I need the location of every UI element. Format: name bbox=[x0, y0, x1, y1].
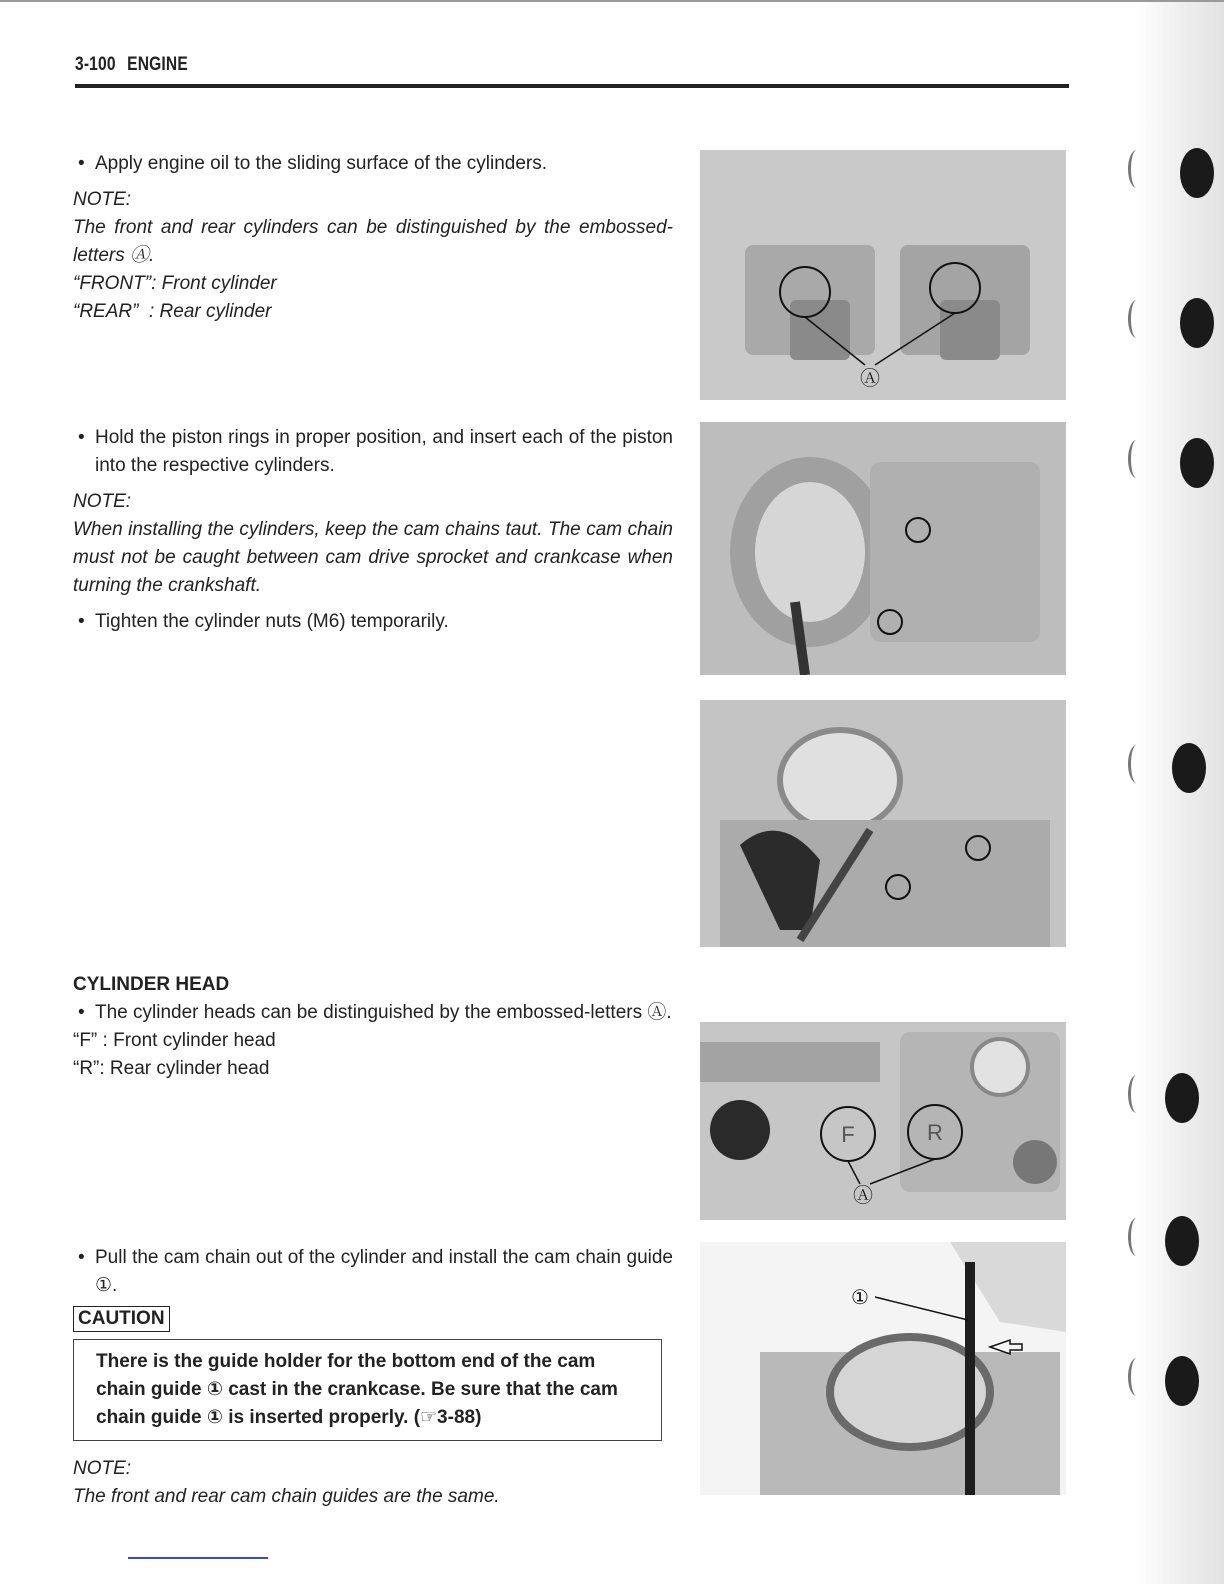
figure-letter-f: F bbox=[841, 1122, 855, 1147]
bottom-rule bbox=[128, 1557, 268, 1559]
bullet-distinguish-heads: • The cylinder heads can be distinguished by the embossed-letters Ⓐ. bbox=[73, 999, 673, 1027]
front-cylinder-line: “FRONT”: Front cylinder bbox=[73, 273, 277, 294]
section-title: ENGINE bbox=[127, 54, 188, 75]
bullet-apply-oil: • Apply engine oil to the sliding surface of the cylinders. bbox=[73, 150, 673, 178]
index-tab-mark bbox=[1128, 745, 1145, 783]
figure-cylinders-drawing bbox=[700, 150, 1066, 400]
index-tab-mark bbox=[1128, 1075, 1145, 1113]
figure-label-1: ① bbox=[851, 1287, 869, 1309]
figure-cam-chain-guide bbox=[700, 1242, 1066, 1495]
index-tab-mark bbox=[1128, 1358, 1145, 1396]
front-head-line: “F” : Front cylinder head bbox=[73, 1030, 276, 1051]
note-label: NOTE: bbox=[73, 189, 132, 210]
figure-cylinder-heads-drawing bbox=[700, 1022, 1066, 1220]
figure-cylinder-heads bbox=[700, 1022, 1066, 1220]
note-text: The front and rear cam chain guides are the same. bbox=[73, 1486, 500, 1507]
page-edge-shadow bbox=[1134, 0, 1224, 1584]
index-tab bbox=[1165, 1356, 1199, 1406]
index-tab-mark bbox=[1128, 150, 1145, 188]
index-tab bbox=[1180, 298, 1214, 348]
index-tab-mark bbox=[1128, 440, 1145, 478]
rear-cylinder-line: “REAR” : Rear cylinder bbox=[73, 301, 272, 322]
index-tab-mark bbox=[1128, 1218, 1145, 1256]
figure-piston-insert bbox=[700, 422, 1066, 675]
bullet-tighten-nuts: • Tighten the cylinder nuts (M6) temporarily. bbox=[73, 608, 673, 636]
figure-cylinder-crankcase-drawing bbox=[700, 700, 1066, 947]
top-border bbox=[0, 0, 1224, 2]
figure-cylinder-crankcase bbox=[700, 700, 1066, 947]
block-cylinder-head bbox=[73, 971, 673, 1083]
header-text bbox=[75, 54, 188, 76]
block-cam-chain-guide bbox=[73, 1244, 673, 1511]
bullet-hold-piston-rings: • Hold the piston rings in proper position, and insert each of the piston into the respective cylinders. bbox=[73, 424, 673, 480]
block-cylinder-oil bbox=[73, 150, 673, 326]
index-tab-mark bbox=[1128, 300, 1145, 338]
index-tab bbox=[1180, 148, 1214, 198]
figure-cam-chain-guide-drawing bbox=[700, 1242, 1066, 1495]
note-text: When installing the cylinders, keep the cam chains taut. The cam chain must not be caught between cam drive sprocket and crankcase when turning the crankshaft. bbox=[73, 519, 673, 596]
index-tab bbox=[1180, 438, 1214, 488]
page-number: 3-100 bbox=[75, 54, 116, 75]
figure-label-a: Ⓐ bbox=[860, 368, 880, 390]
page-header bbox=[75, 52, 1069, 88]
figure-cylinders bbox=[700, 150, 1066, 400]
caution-box: There is the guide holder for the bottom end of the cam chain guide ① cast in the crankcase. Be sure that the cam chain guide ① is inserted properly. (☞3-88) bbox=[73, 1339, 662, 1441]
section-heading: CYLINDER HEAD bbox=[73, 974, 230, 995]
index-tab bbox=[1165, 1073, 1199, 1123]
caution-label: CAUTION bbox=[73, 1306, 170, 1332]
block-piston-insert bbox=[73, 424, 673, 636]
rear-head-line: “R”: Rear cylinder head bbox=[73, 1058, 270, 1079]
figure-piston-drawing bbox=[700, 422, 1066, 675]
note-text: The front and rear cylinders can be distinguished by the embossed-letters Ⓐ. bbox=[73, 217, 673, 266]
note-label: NOTE: bbox=[73, 491, 132, 512]
index-tab bbox=[1165, 1216, 1199, 1266]
note-label: NOTE: bbox=[73, 1458, 132, 1479]
index-tab bbox=[1172, 743, 1206, 793]
bullet-pull-cam-chain: • Pull the cam chain out of the cylinder and install the cam chain guide ①. bbox=[73, 1244, 673, 1300]
figure-letter-r: R bbox=[927, 1120, 943, 1145]
figure-label-a: Ⓐ bbox=[853, 1185, 873, 1207]
